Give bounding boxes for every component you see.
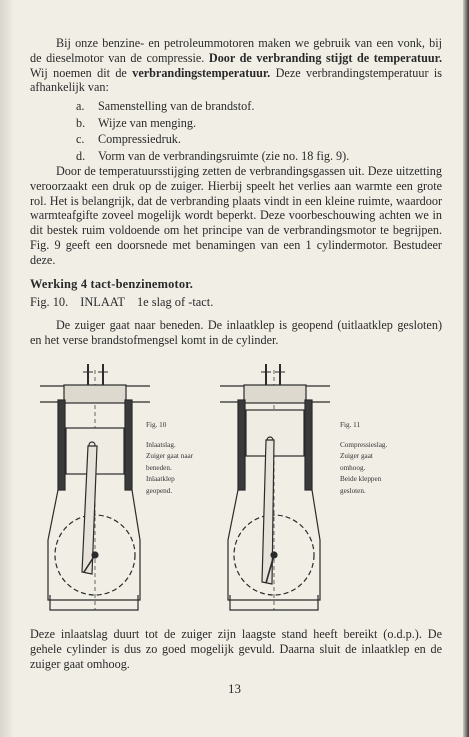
- list-letter: a.: [76, 99, 85, 113]
- caption-line: omhoog.: [340, 463, 366, 472]
- caption-line: gesloten.: [340, 486, 366, 495]
- list-text: Wijze van menging.: [98, 115, 196, 130]
- fig11-caption: [340, 420, 387, 497]
- list-letter: d.: [76, 148, 86, 163]
- list-letter: c.: [76, 132, 85, 146]
- intro-text-bold-2: verbrandingstemperatuur.: [132, 65, 271, 80]
- fig10-title: INLAAT: [80, 295, 125, 309]
- page-number: 13: [228, 681, 241, 696]
- intro-text-bold-1: Door de verbranding stijgt de temperatuur.: [208, 50, 443, 65]
- right-engine-drawing: [220, 364, 330, 610]
- caption-line: Zuiger gaat: [340, 452, 373, 460]
- paragraph-4: [30, 627, 442, 671]
- intro-text-e: Deze verbrandingstemperatuur is afhankelijk van:: [30, 65, 443, 95]
- caption-line: Beide kleppen: [340, 475, 382, 483]
- fig10-label: Fig. 10.: [30, 295, 69, 309]
- left-engine-drawing: [40, 364, 150, 610]
- section-heading: Werking 4 tact-benzinemotor.: [30, 277, 194, 291]
- fig11-caption-label: Fig. 11: [340, 421, 361, 429]
- caption-line: Zuiger gaat naar: [146, 452, 194, 460]
- caption-line: Inlaatklep: [146, 475, 175, 483]
- caption-line: Inlaatslag.: [146, 440, 176, 449]
- fig10-caption: [146, 420, 193, 497]
- caption-line: geopend.: [146, 486, 173, 495]
- intro-text-a: Bij onze benzine- en petroleummotoren maken we gebruik van een vonk, bij de dieselmotor van de compressie.: [30, 36, 442, 65]
- paragraph-2-text: Door de temperatuursstijging zetten de verbrandingsgassen uit. Deze uitzetting veroorzaakt een druk op de zuiger. Hierbij speelt het verlies aan warmte een grote rol. Het is belangrijk, dat de verbranding plaats vindt in een kleine ruimte, waardoor warmteafgifte zoveel mogelijk wordt beperkt. Deze voorbeschouwing achten we in dit bestek ruim voldoende om het principe van de verbrandingsmotor te begrijpen. Fig. 9 geeft een doorsnede met benamingen van een 1 cylindermotor. Bestudeer deze.: [30, 164, 442, 267]
- list-letter: b.: [76, 115, 86, 130]
- list-text: Vorm van de verbrandingsruimte (zie no. 18 fig. 9).: [98, 148, 350, 163]
- paragraph-3-text: De zuiger gaat naar beneden. De inlaatklep is geopend (uitlaatklep gesloten) en het verse brandstofmengsel komt in de cylinder.: [30, 318, 442, 347]
- fig10-rest: 1e slag of -tact.: [136, 295, 214, 309]
- list-text: Samenstelling van de brandstof.: [98, 99, 255, 113]
- fig10-caption-label: Fig. 10: [146, 421, 167, 429]
- caption-line: Compressieslag.: [340, 440, 388, 449]
- caption-line: beneden.: [146, 463, 172, 472]
- intro-text-c: Wij noemen dit de: [30, 65, 127, 80]
- paragraph-4-text: Deze inlaatslag duurt tot de zuiger zijn laagste stand heeft bereikt (o.d.p.). De gehele cylinder is dus zo goed mogelijk gevuld. Daarna sluit de inlaatklep en de zuiger gaat omhoog.: [30, 627, 442, 671]
- list-text: Compressiedruk.: [98, 132, 181, 146]
